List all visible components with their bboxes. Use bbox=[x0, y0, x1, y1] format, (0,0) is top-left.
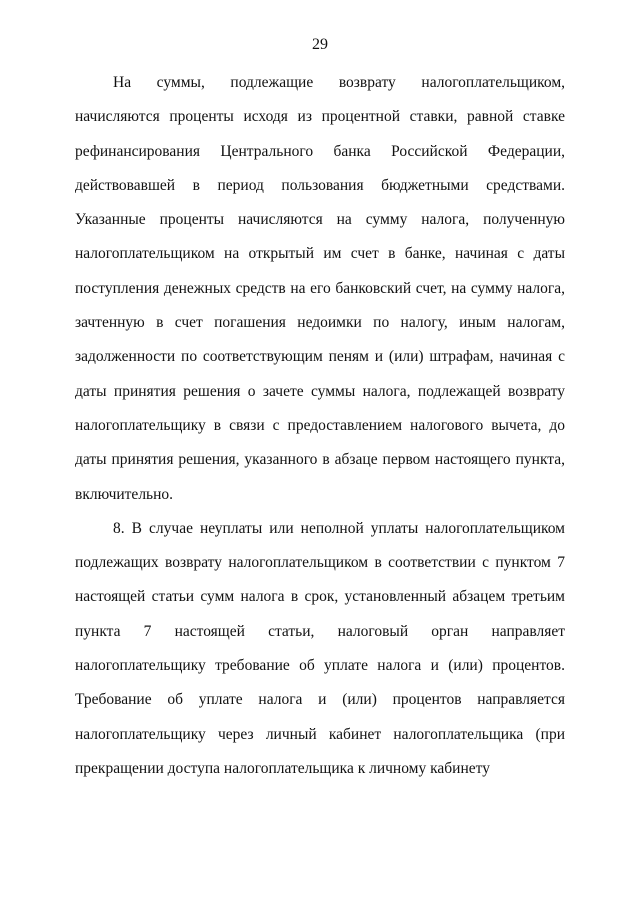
page-number: 29 bbox=[312, 36, 328, 53]
document-body bbox=[75, 66, 565, 786]
paragraph-item-8: 8. В случае неуплаты или неполной уплаты налогоплательщиком подлежащих возврату налогоплательщиком в соответствии с пунктом 7 настоящей статьи сумм налога в срок, установленный абзацем третьим пункта 7 настоящей статьи, налоговый орган направляет налогоплательщику требование об уплате налога и (или) процентов. Требование об уплате налога и (или) процентов направляется налогоплательщику через личный кабинет налогоплательщика (при прекращении доступа налогоплательщика к личному кабинету bbox=[75, 519, 565, 777]
paragraph-interest-accrual: На суммы, подлежащие возврату налогоплательщиком, начисляются проценты исходя из процентной ставки, равной ставке рефинансирования Центрального банка Российской Федерации, действовавшей в период пользования бюджетными средствами. Указанные проценты начисляются на сумму налога, полученную налогоплательщиком на открытый им счет в банке, начиная с даты поступления денежных средств на его банковский счет, на сумму налога, зачтенную в счет погашения недоимки по налогу, иным налогам, задолженности по соответствующим пеням и (или) штрафам, начиная с даты принятия решения о зачете суммы налога, подлежащей возврату налогоплательщику в связи с предоставлением налогового вычета, до даты принятия решения, указанного в абзаце первом настоящего пункта, включительно. bbox=[75, 74, 565, 503]
